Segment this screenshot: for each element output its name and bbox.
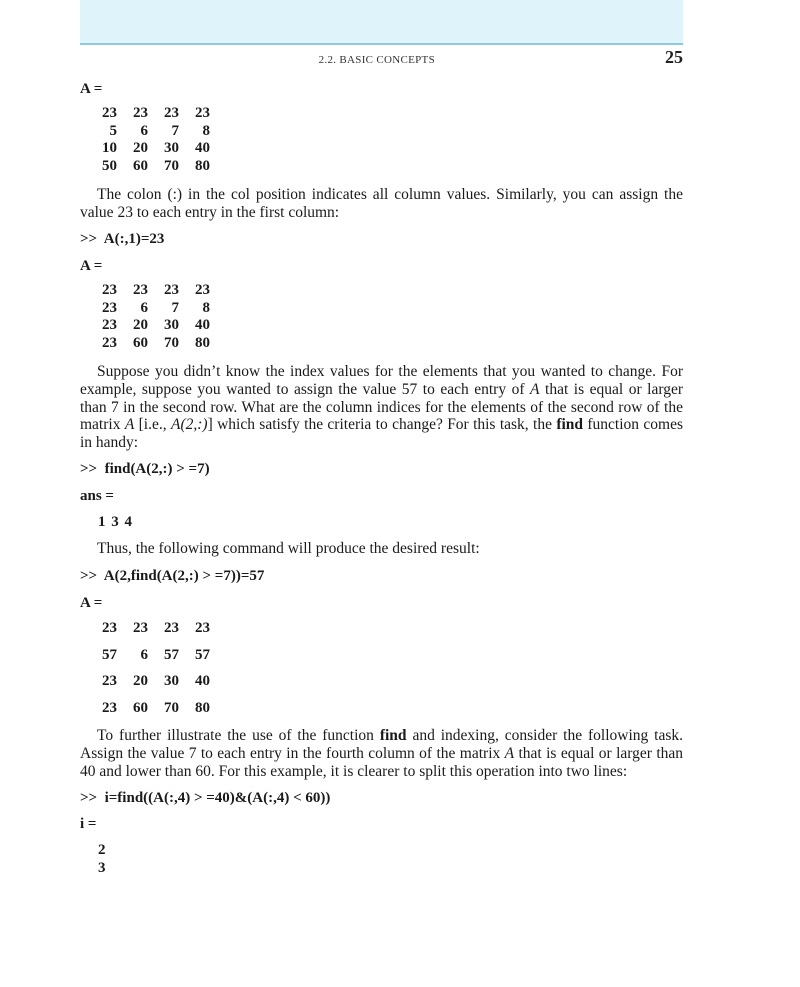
- paragraph: [80, 727, 683, 780]
- text-run: function comes in handy:: [80, 416, 683, 452]
- matrix-cell: 20: [133, 317, 148, 334]
- matrix-cell: 7: [171, 122, 179, 139]
- italic-expression: A(2,:): [170, 416, 208, 434]
- matrix-cell: 23: [195, 282, 210, 298]
- matrix-row: [98, 642, 210, 669]
- list-value: 2: [98, 842, 106, 858]
- matrix-row: [98, 300, 210, 318]
- matrix-cell: 23: [102, 282, 117, 298]
- matrix-cell: 6: [140, 646, 148, 663]
- matrix-cell: 40: [195, 673, 210, 689]
- matrix-cell: 30: [164, 140, 179, 157]
- matrix-output: [98, 105, 210, 175]
- matrix-cell: 7: [171, 299, 179, 316]
- matrix-cell: 23: [102, 699, 117, 716]
- command-line: >> find(A(2,:) > =7): [80, 461, 210, 477]
- list-value: 3: [98, 860, 106, 876]
- matrix-row: [98, 615, 210, 642]
- matrix-cell: 5: [109, 122, 117, 139]
- matrix-row: [98, 317, 210, 335]
- matrix-cell: 20: [133, 673, 148, 689]
- command-line: >> A(2,find(A(2,:) > =7))=57: [80, 568, 265, 584]
- matrix-cell: 50: [102, 157, 117, 174]
- paragraph: [80, 363, 683, 452]
- matrix-row: [98, 158, 210, 176]
- matrix-cell: 6: [140, 299, 148, 316]
- matrix-cell: 60: [133, 699, 148, 716]
- running-head: [80, 47, 683, 71]
- matrix-cell: 40: [195, 317, 210, 334]
- paragraph: The colon (:) in the col position indicates all column values. Similarly, you can assign the value 23 to each entry in the first column:: [80, 186, 683, 221]
- matrix-cell: 23: [164, 282, 179, 298]
- matrix-cell: 57: [102, 646, 117, 663]
- bold-keyword: find: [556, 416, 584, 434]
- text-run: and indexing, consider the following task. Assign the value 7 to each entry in the fourth column of the matrix: [80, 727, 683, 762]
- command-line: >> i=find((A(:,4) > =40)&(A(:,4) < 60)): [80, 790, 331, 806]
- matrix-output: [98, 282, 210, 352]
- matrix-cell: 23: [102, 673, 117, 689]
- answer-label: ans =: [80, 488, 114, 504]
- matrix-cell: 8: [202, 122, 210, 139]
- matrix-cell: 6: [140, 122, 148, 139]
- header-band: [80, 0, 683, 45]
- matrix-cell: 10: [102, 140, 117, 157]
- command-line: >> A(:,1)=23: [80, 231, 165, 247]
- matrix-row: [98, 123, 210, 141]
- value-list: [98, 841, 106, 877]
- matrix-cell: 40: [195, 140, 210, 157]
- matrix-cell: 23: [164, 620, 179, 636]
- matrix-cell: 23: [195, 620, 210, 636]
- italic-variable: A: [530, 380, 540, 398]
- text-run: [i.e.,: [134, 416, 171, 434]
- section-title: 2.2. BASIC CONCEPTS: [318, 54, 435, 66]
- matrix-cell: 70: [164, 699, 179, 716]
- matrix-row: [98, 105, 210, 123]
- matrix-label: A =: [80, 595, 103, 611]
- matrix-row: [98, 668, 210, 695]
- matrix-row: [98, 140, 210, 158]
- matrix-cell: 60: [133, 157, 148, 174]
- matrix-cell: 23: [133, 282, 148, 298]
- variable-label: i =: [80, 816, 97, 832]
- matrix-label: A =: [80, 258, 103, 274]
- matrix-cell: 80: [195, 699, 210, 716]
- matrix-cell: 80: [195, 334, 210, 351]
- matrix-output: [98, 615, 210, 721]
- matrix-cell: 30: [164, 673, 179, 689]
- matrix-cell: 30: [164, 317, 179, 334]
- matrix-cell: 60: [133, 334, 148, 351]
- matrix-cell: 23: [195, 105, 210, 121]
- italic-variable: A: [124, 416, 135, 434]
- matrix-cell: 23: [102, 105, 117, 121]
- matrix-cell: 70: [164, 157, 179, 174]
- bold-keyword: find: [379, 727, 407, 744]
- text-run: that is equal or larger than 40 and lower than 60. For this example, it is clearer to split this operation into two lines:: [80, 744, 684, 780]
- matrix-row: [98, 695, 210, 722]
- matrix-row: [98, 282, 210, 300]
- matrix-cell: 23: [102, 299, 117, 316]
- matrix-cell: 8: [202, 299, 210, 316]
- text-run: that is equal or larger than 7 in the second row. What are the column indices for the elements of the second row of the matrix: [80, 380, 684, 434]
- matrix-cell: 23: [133, 620, 148, 636]
- matrix-cell: 80: [195, 157, 210, 174]
- text-run: To further illustrate the use of the function: [97, 727, 380, 744]
- matrix-cell: 23: [133, 105, 148, 121]
- paragraph: Thus, the following command will produce the desired result:: [97, 540, 480, 557]
- matrix-cell: 57: [195, 646, 210, 663]
- answer-vector: 1 3 4: [98, 514, 132, 530]
- matrix-cell: 23: [102, 317, 117, 334]
- matrix-row: [98, 335, 210, 353]
- matrix-cell: 20: [133, 140, 148, 157]
- matrix-cell: 23: [102, 334, 117, 351]
- matrix-cell: 57: [164, 646, 179, 663]
- text-run: Suppose you didn’t know the index values for the elements that you wanted to change. For example, suppose you wanted to assign the value 57 to each entry of: [80, 363, 683, 398]
- page-number: 25: [665, 47, 683, 67]
- matrix-label: A =: [80, 81, 103, 97]
- text-run: ] which satisfy the criteria to change? For this task, the: [207, 416, 557, 434]
- matrix-cell: 23: [164, 105, 179, 121]
- matrix-cell: 23: [102, 620, 117, 636]
- matrix-cell: 70: [164, 334, 179, 351]
- italic-variable: A: [504, 744, 515, 762]
